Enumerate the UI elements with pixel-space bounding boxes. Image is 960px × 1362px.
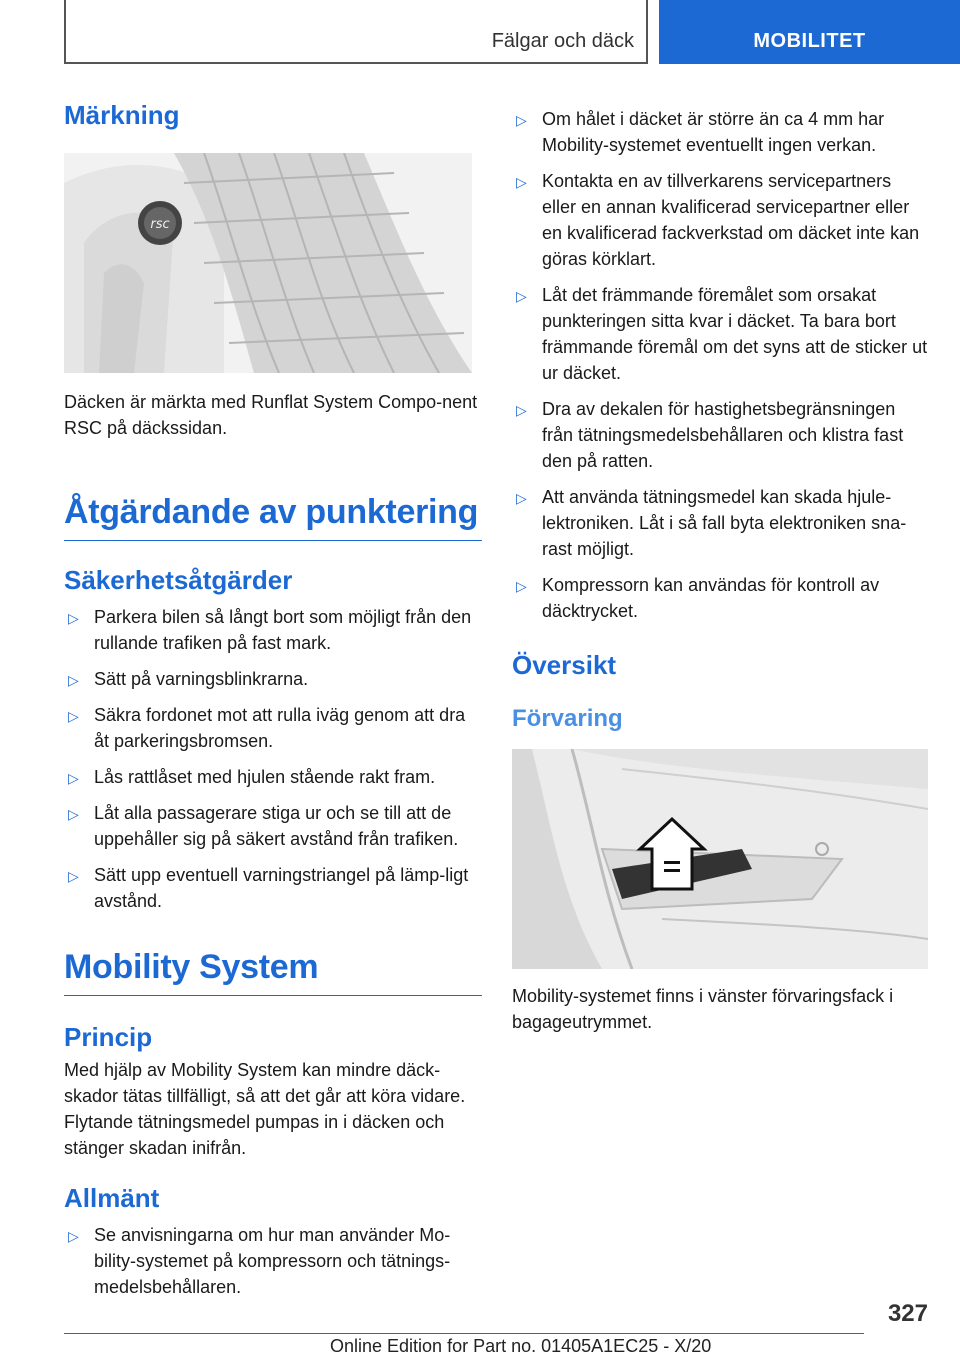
markning-heading: Märkning [64, 100, 180, 130]
triangle-bullet-icon: ▷ [516, 490, 527, 506]
forvaring-heading: Förvaring [512, 705, 623, 732]
list-item: ▷ Kompressorn kan användas för kontroll av däcktrycket. [516, 575, 880, 621]
triangle-bullet-icon: ▷ [516, 288, 527, 304]
section-title: Fälgar och däck [491, 30, 634, 52]
list-item: ▷ Parkera bilen så långt bort som möjligt från den rullande trafiken på fast mark. [68, 607, 472, 653]
mobility-heading: Mobility System [64, 948, 482, 996]
tire-marking-illustration [64, 153, 472, 373]
left-column [64, 100, 482, 1310]
atgard-heading: Åtgärdande av punktering [64, 493, 482, 541]
list-item: ▷ Lås rattlåset med hjulen stående rakt fram. [64, 764, 482, 790]
list-item: ▷ Säkra fordonet mot att rulla iväg genom att dra åt parkeringsbromsen. [68, 705, 466, 751]
triangle-bullet-icon: ▷ [516, 578, 527, 594]
triangle-bullet-icon: ▷ [516, 174, 527, 190]
sakerhet-list [64, 604, 482, 914]
right-column [512, 106, 928, 1035]
list-item: ▷ Sätt upp eventuell varningstriangel på lämp-ligt avstånd. [68, 865, 469, 911]
sakerhet-heading: Säkerhetsåtgärder [64, 565, 293, 595]
list-item: ▷ Se anvisningarna om hur man använder Mo-bility-systemet på kompressorn och tätnings-medelsbehållaren. [68, 1225, 451, 1297]
list-item: ▷ Dra av dekalen för hastighetsbegränsningen från tätningsmedelsbehållaren och klistra fast den på ratten. [516, 399, 904, 471]
list-item: ▷ Att använda tätningsmedel kan skada hjule-lektroniken. Låt i så fall byta elektroniken sna-rast möjligt. [516, 487, 907, 559]
list-item: ▷ Sätt på varningsblinkrarna. [64, 666, 482, 692]
princip-text: Med hjälp av Mobility System kan mindre däck-skador tätas tillfälligt, så att det går att köra vidare. Flytande tätningsmedel pumpas in i däcken och stänger skadan inifrån. [64, 1060, 466, 1158]
triangle-bullet-icon: ▷ [68, 708, 79, 724]
page-number: 327 [887, 1300, 928, 1327]
header-frame [64, 0, 648, 64]
allmant-heading: Allmänt [64, 1183, 160, 1213]
oversikt-heading: Översikt [512, 650, 617, 680]
footer-divider [64, 1333, 864, 1334]
list-item: ▷ Kontakta en av tillverkarens servicepartners eller en annan kvalificerad servicepartner eller en kvalificerad fackverkstad om däcket inte kan göras körklart. [516, 171, 920, 269]
forvaring-text: Mobility-systemet finns i vänster förvaringsfack i bagageutrymmet. [512, 986, 894, 1032]
allmant-list [64, 1222, 482, 1300]
trunk-storage-illustration [512, 749, 928, 969]
triangle-bullet-icon: ▷ [68, 868, 79, 884]
edition-text: Online Edition for Part no. 01405A1EC25 - X/20 [330, 1336, 712, 1356]
triangle-bullet-icon: ▷ [68, 1228, 79, 1244]
triangle-bullet-icon: ▷ [516, 402, 527, 418]
triangle-bullet-icon: ▷ [516, 112, 527, 128]
list-item: ▷ Om hålet i däcket är större än ca 4 mm har Mobility-systemet eventuellt ingen verkan. [516, 109, 885, 155]
list-item: ▷ Låt alla passagerare stiga ur och se till att de uppehåller sig på säkert avstånd från trafiken. [68, 803, 459, 849]
triangle-bullet-icon: ▷ [68, 672, 79, 688]
triangle-bullet-icon: ▷ [68, 610, 79, 626]
chapter-tab[interactable]: MOBILITET [659, 0, 960, 64]
princip-heading: Princip [64, 1022, 153, 1052]
markning-text: Däcken är märkta med Runflat System Compo-nent RSC på däckssidan. [64, 392, 478, 438]
warnings-list [512, 106, 928, 624]
svg-text:rsc: rsc [150, 217, 170, 232]
triangle-bullet-icon: ▷ [68, 806, 79, 822]
triangle-bullet-icon: ▷ [68, 770, 79, 786]
list-item: ▷ Låt det främmande föremålet som orsakat punkteringen sitta kvar i däcket. Ta bara bort främmande föremål om det syns att de sticker ut ur däcket. [516, 285, 928, 383]
